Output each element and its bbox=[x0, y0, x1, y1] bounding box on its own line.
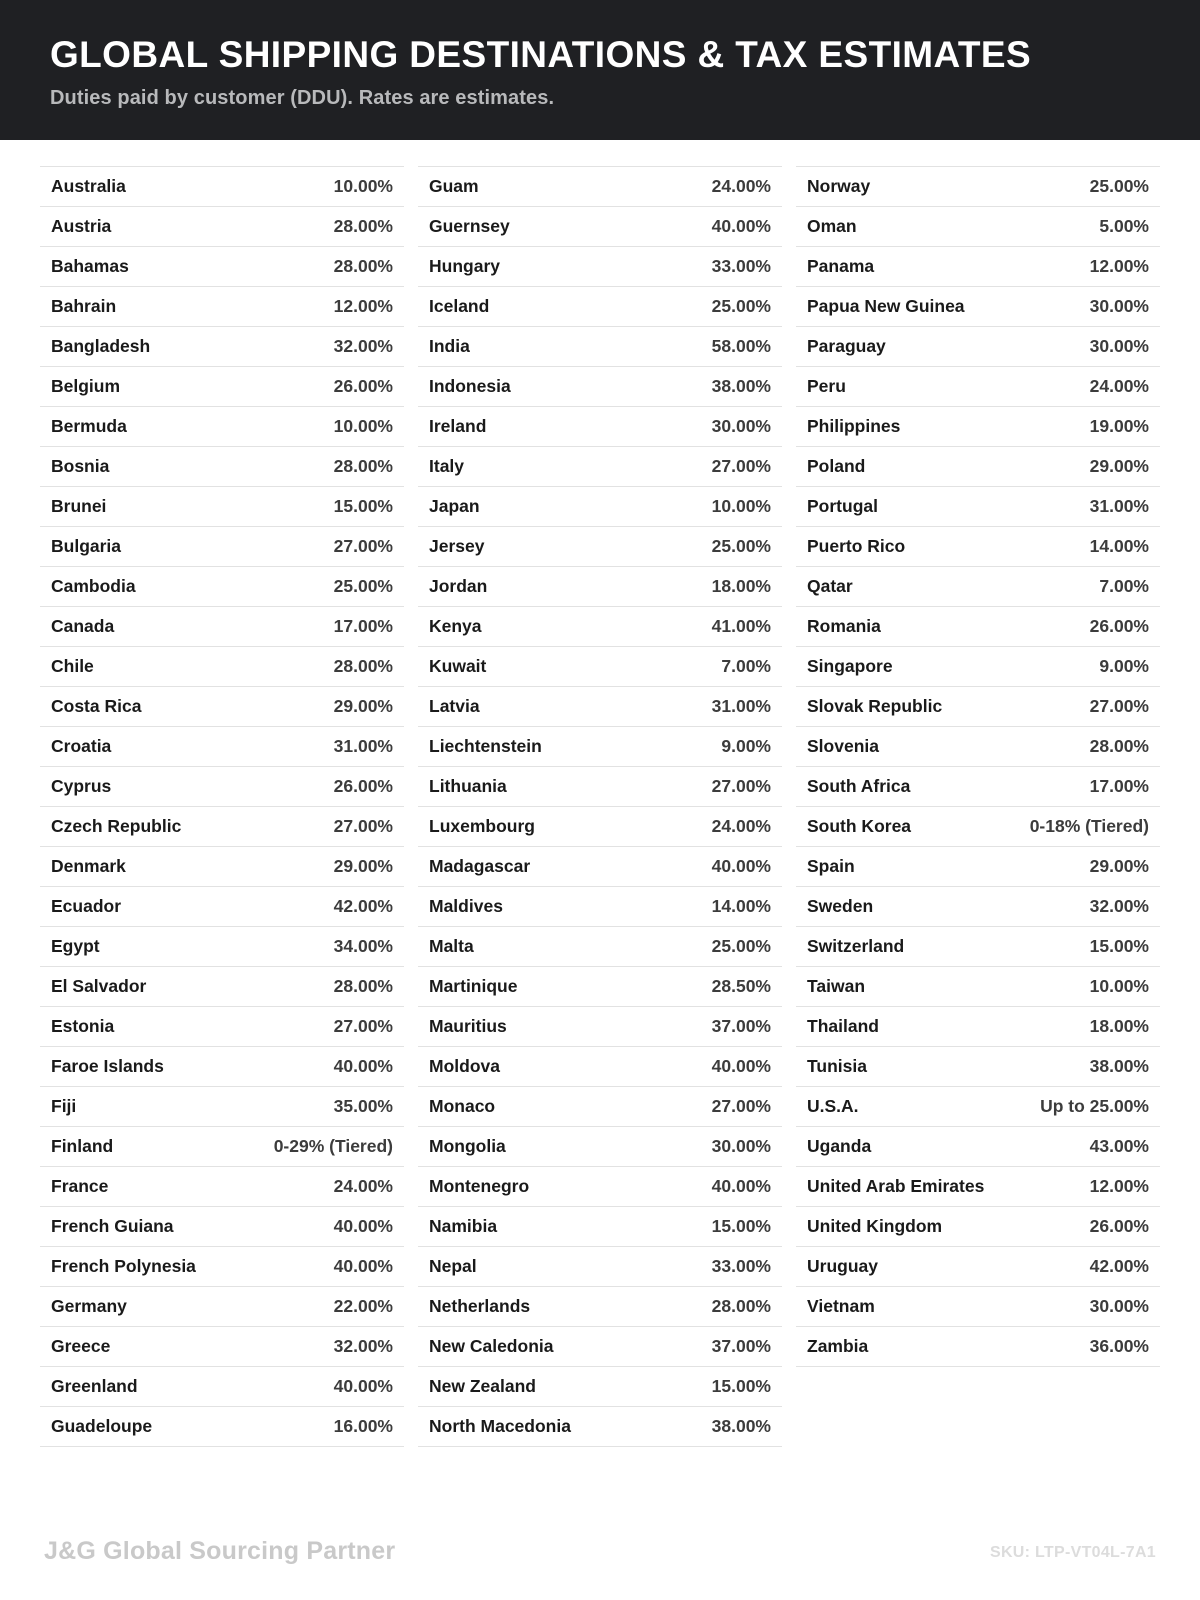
tax-rate-value: 26.00% bbox=[333, 776, 393, 797]
table-row bbox=[418, 1167, 782, 1207]
table-row bbox=[796, 1127, 1160, 1167]
country-name: Bangladesh bbox=[51, 336, 151, 357]
tax-rate-value: 7.00% bbox=[721, 656, 771, 677]
table-row bbox=[40, 1327, 404, 1367]
country-name: Namibia bbox=[429, 1216, 498, 1237]
tax-rate-value: 40.00% bbox=[711, 856, 771, 877]
table-row bbox=[40, 807, 404, 847]
country-name: Martinique bbox=[429, 976, 518, 997]
tax-rate-value: 58.00% bbox=[711, 336, 771, 357]
tax-rate-value: 31.00% bbox=[1089, 496, 1149, 517]
table-row bbox=[418, 607, 782, 647]
table-row bbox=[40, 207, 404, 247]
country-name: Faroe Islands bbox=[51, 1056, 164, 1077]
table-row bbox=[418, 1047, 782, 1087]
table-row bbox=[796, 407, 1160, 447]
country-name: Zambia bbox=[807, 1336, 869, 1357]
tax-rate-value: 15.00% bbox=[333, 496, 393, 517]
country-name: United Arab Emirates bbox=[807, 1176, 985, 1197]
country-name: Thailand bbox=[807, 1016, 879, 1037]
tax-rate-value: 10.00% bbox=[1089, 976, 1149, 997]
tax-rate-value: 37.00% bbox=[711, 1336, 771, 1357]
country-name: Mongolia bbox=[429, 1136, 506, 1157]
table-row bbox=[418, 647, 782, 687]
tax-rate-value: 16.00% bbox=[333, 1416, 393, 1437]
tax-rate-value: 33.00% bbox=[711, 1256, 771, 1277]
table-row bbox=[796, 1047, 1160, 1087]
tax-rate-value: 40.00% bbox=[711, 1056, 771, 1077]
country-name: Mauritius bbox=[429, 1016, 507, 1037]
tax-rate-value: 29.00% bbox=[1089, 856, 1149, 877]
page-subtitle: Duties paid by customer (DDU). Rates are estimates. bbox=[50, 87, 555, 110]
country-name: Cambodia bbox=[51, 576, 136, 597]
country-name: Jersey bbox=[429, 536, 485, 557]
table-row bbox=[796, 1247, 1160, 1287]
country-name: Fiji bbox=[51, 1096, 77, 1117]
country-name: Cyprus bbox=[51, 776, 112, 797]
tax-rate-value: 27.00% bbox=[711, 776, 771, 797]
table-row bbox=[40, 847, 404, 887]
table-row bbox=[796, 166, 1160, 207]
country-name: Uruguay bbox=[807, 1256, 878, 1277]
tax-rate-value: 38.00% bbox=[711, 376, 771, 397]
tax-rate-value: 28.00% bbox=[333, 256, 393, 277]
table-row bbox=[796, 767, 1160, 807]
table-row bbox=[796, 247, 1160, 287]
table-row bbox=[418, 207, 782, 247]
table-row bbox=[796, 607, 1160, 647]
country-name: Romania bbox=[807, 616, 881, 637]
country-name: Moldova bbox=[429, 1056, 500, 1077]
country-name: Madagascar bbox=[429, 856, 531, 877]
country-name: Australia bbox=[51, 176, 126, 197]
table-row bbox=[418, 887, 782, 927]
country-name: Greece bbox=[51, 1336, 111, 1357]
tax-rate-value: 27.00% bbox=[711, 1096, 771, 1117]
table-row bbox=[796, 327, 1160, 367]
country-name: El Salvador bbox=[51, 976, 147, 997]
tax-rate-value: 36.00% bbox=[1089, 1336, 1149, 1357]
table-row bbox=[796, 447, 1160, 487]
tax-rate-value: 42.00% bbox=[333, 896, 393, 917]
tax-rate-value: 38.00% bbox=[1089, 1056, 1149, 1077]
tax-rate-value: 25.00% bbox=[1089, 176, 1149, 197]
country-name: India bbox=[429, 336, 470, 357]
table-row bbox=[796, 287, 1160, 327]
table-row bbox=[796, 927, 1160, 967]
country-name: Poland bbox=[807, 456, 866, 477]
country-name: Jordan bbox=[429, 576, 488, 597]
country-name: New Zealand bbox=[429, 1376, 536, 1397]
table-row bbox=[418, 1087, 782, 1127]
table-row bbox=[40, 1167, 404, 1207]
country-name: Tunisia bbox=[807, 1056, 867, 1077]
country-name: Bahrain bbox=[51, 296, 117, 317]
tax-rate-value: 25.00% bbox=[333, 576, 393, 597]
rates-column-2 bbox=[418, 166, 782, 1447]
tax-rate-value: 19.00% bbox=[1089, 416, 1149, 437]
table-row bbox=[418, 847, 782, 887]
country-name: Peru bbox=[807, 376, 846, 397]
country-name: Bosnia bbox=[51, 456, 110, 477]
table-row bbox=[418, 1367, 782, 1407]
table-row bbox=[418, 807, 782, 847]
tax-rate-value: 26.00% bbox=[333, 376, 393, 397]
tax-rate-value: 29.00% bbox=[333, 696, 393, 717]
country-name: South Korea bbox=[807, 816, 912, 837]
page-footer bbox=[0, 1511, 1200, 1600]
table-row bbox=[796, 1087, 1160, 1127]
tax-rate-value: 30.00% bbox=[1089, 1296, 1149, 1317]
country-name: New Caledonia bbox=[429, 1336, 554, 1357]
table-row bbox=[418, 767, 782, 807]
country-name: Chile bbox=[51, 656, 94, 677]
country-name: Brunei bbox=[51, 496, 107, 517]
tax-rate-value: 14.00% bbox=[1089, 536, 1149, 557]
table-row bbox=[40, 607, 404, 647]
tax-rate-value: 26.00% bbox=[1089, 1216, 1149, 1237]
tax-rate-value: 28.00% bbox=[1089, 736, 1149, 757]
tax-rate-value: Up to 25.00% bbox=[1040, 1096, 1149, 1117]
tax-rate-value: 15.00% bbox=[711, 1216, 771, 1237]
table-row bbox=[40, 287, 404, 327]
country-name: Iceland bbox=[429, 296, 490, 317]
table-row bbox=[40, 887, 404, 927]
country-name: Papua New Guinea bbox=[807, 296, 965, 317]
country-name: Montenegro bbox=[429, 1176, 530, 1197]
tax-rate-value: 12.00% bbox=[1089, 1176, 1149, 1197]
table-row bbox=[796, 847, 1160, 887]
tax-rate-value: 10.00% bbox=[333, 176, 393, 197]
tax-rate-value: 18.00% bbox=[1089, 1016, 1149, 1037]
tax-rate-value: 30.00% bbox=[1089, 336, 1149, 357]
tax-rate-value: 24.00% bbox=[333, 1176, 393, 1197]
table-row bbox=[418, 687, 782, 727]
table-row bbox=[418, 527, 782, 567]
country-name: Germany bbox=[51, 1296, 127, 1317]
tax-rate-value: 40.00% bbox=[333, 1216, 393, 1237]
table-row bbox=[40, 927, 404, 967]
table-row bbox=[40, 1247, 404, 1287]
country-name: Luxembourg bbox=[429, 816, 535, 837]
rates-column-1 bbox=[40, 166, 404, 1447]
table-row bbox=[796, 807, 1160, 847]
country-name: Finland bbox=[51, 1136, 114, 1157]
tax-rate-value: 40.00% bbox=[711, 1176, 771, 1197]
country-name: Sweden bbox=[807, 896, 874, 917]
page-header bbox=[0, 0, 1200, 140]
table-row bbox=[418, 247, 782, 287]
table-row bbox=[40, 967, 404, 1007]
table-row bbox=[418, 407, 782, 447]
tax-rate-value: 33.00% bbox=[711, 256, 771, 277]
country-name: Kuwait bbox=[429, 656, 487, 677]
country-name: Ecuador bbox=[51, 896, 122, 917]
table-row bbox=[796, 647, 1160, 687]
country-name: Guadeloupe bbox=[51, 1416, 153, 1437]
table-row bbox=[796, 567, 1160, 607]
tax-rate-value: 29.00% bbox=[333, 856, 393, 877]
tax-rate-value: 28.50% bbox=[711, 976, 771, 997]
tax-rate-value: 17.00% bbox=[1089, 776, 1149, 797]
tax-rate-value: 12.00% bbox=[1089, 256, 1149, 277]
country-name: Portugal bbox=[807, 496, 878, 517]
rates-columns bbox=[0, 140, 1200, 1511]
table-row bbox=[40, 1207, 404, 1247]
country-name: Lithuania bbox=[429, 776, 507, 797]
country-name: Egypt bbox=[51, 936, 100, 957]
tax-rate-value: 41.00% bbox=[711, 616, 771, 637]
country-name: Costa Rica bbox=[51, 696, 142, 717]
table-row bbox=[40, 166, 404, 207]
tax-rate-value: 28.00% bbox=[333, 976, 393, 997]
tax-rate-value: 28.00% bbox=[711, 1296, 771, 1317]
tax-rate-value: 26.00% bbox=[1089, 616, 1149, 637]
country-name: Indonesia bbox=[429, 376, 511, 397]
country-name: Kenya bbox=[429, 616, 482, 637]
table-row bbox=[796, 687, 1160, 727]
table-row bbox=[796, 1167, 1160, 1207]
country-name: Greenland bbox=[51, 1376, 138, 1397]
tax-rate-value: 15.00% bbox=[1089, 936, 1149, 957]
table-row bbox=[796, 527, 1160, 567]
table-row bbox=[40, 247, 404, 287]
tax-rate-value: 24.00% bbox=[711, 176, 771, 197]
tax-rate-value: 32.00% bbox=[333, 1336, 393, 1357]
country-name: Switzerland bbox=[807, 936, 905, 957]
country-name: French Polynesia bbox=[51, 1256, 196, 1277]
table-row bbox=[418, 166, 782, 207]
tax-rate-value: 28.00% bbox=[333, 456, 393, 477]
tax-rate-value: 31.00% bbox=[711, 696, 771, 717]
country-name: French Guiana bbox=[51, 1216, 174, 1237]
table-row bbox=[796, 1207, 1160, 1247]
table-row bbox=[796, 207, 1160, 247]
tax-rate-value: 17.00% bbox=[333, 616, 393, 637]
table-row bbox=[40, 687, 404, 727]
tax-rate-value: 30.00% bbox=[711, 1136, 771, 1157]
table-row bbox=[418, 447, 782, 487]
country-name: U.S.A. bbox=[807, 1096, 859, 1117]
tax-rate-value: 25.00% bbox=[711, 536, 771, 557]
country-name: Latvia bbox=[429, 696, 480, 717]
table-row bbox=[418, 367, 782, 407]
table-row bbox=[40, 367, 404, 407]
table-row bbox=[40, 1047, 404, 1087]
country-name: Austria bbox=[51, 216, 112, 237]
country-name: Guernsey bbox=[429, 216, 510, 237]
table-row bbox=[418, 927, 782, 967]
tax-rate-value: 43.00% bbox=[1089, 1136, 1149, 1157]
tax-rate-value: 24.00% bbox=[711, 816, 771, 837]
table-row bbox=[40, 527, 404, 567]
table-row bbox=[40, 1287, 404, 1327]
country-name: Maldives bbox=[429, 896, 503, 917]
country-name: Spain bbox=[807, 856, 855, 877]
country-name: Bermuda bbox=[51, 416, 127, 437]
tax-rate-value: 31.00% bbox=[333, 736, 393, 757]
country-name: Vietnam bbox=[807, 1296, 875, 1317]
country-name: Puerto Rico bbox=[807, 536, 906, 557]
tax-rate-value: 9.00% bbox=[1099, 656, 1149, 677]
country-name: Croatia bbox=[51, 736, 112, 757]
country-name: Paraguay bbox=[807, 336, 886, 357]
table-row bbox=[796, 967, 1160, 1007]
table-row bbox=[418, 567, 782, 607]
tax-rate-value: 15.00% bbox=[711, 1376, 771, 1397]
tax-rate-value: 27.00% bbox=[1089, 696, 1149, 717]
country-name: Denmark bbox=[51, 856, 126, 877]
country-name: Philippines bbox=[807, 416, 901, 437]
country-name: Canada bbox=[51, 616, 115, 637]
table-row bbox=[796, 1287, 1160, 1327]
table-row bbox=[40, 1127, 404, 1167]
tax-rate-value: 38.00% bbox=[711, 1416, 771, 1437]
country-name: South Africa bbox=[807, 776, 911, 797]
table-row bbox=[40, 487, 404, 527]
country-name: Panama bbox=[807, 256, 875, 277]
table-row bbox=[418, 487, 782, 527]
country-name: Liechtenstein bbox=[429, 736, 542, 757]
country-name: Hungary bbox=[429, 256, 500, 277]
tax-rate-value: 18.00% bbox=[711, 576, 771, 597]
country-name: Guam bbox=[429, 176, 479, 197]
tax-rate-value: 0-29% (Tiered) bbox=[273, 1136, 393, 1157]
country-name: Norway bbox=[807, 176, 871, 197]
table-row bbox=[418, 1207, 782, 1247]
table-row bbox=[418, 1247, 782, 1287]
tax-rate-value: 42.00% bbox=[1089, 1256, 1149, 1277]
table-row bbox=[40, 1087, 404, 1127]
tax-rate-value: 27.00% bbox=[333, 1016, 393, 1037]
table-row bbox=[40, 447, 404, 487]
country-name: United Kingdom bbox=[807, 1216, 943, 1237]
tax-rate-value: 28.00% bbox=[333, 216, 393, 237]
tax-rate-value: 30.00% bbox=[1089, 296, 1149, 317]
rates-column-3 bbox=[796, 166, 1160, 1367]
table-row bbox=[418, 1007, 782, 1047]
tax-rate-value: 22.00% bbox=[333, 1296, 393, 1317]
table-row bbox=[40, 647, 404, 687]
country-name: Japan bbox=[429, 496, 480, 517]
table-row bbox=[418, 1287, 782, 1327]
tax-rate-value: 9.00% bbox=[721, 736, 771, 757]
table-row bbox=[418, 727, 782, 767]
tax-rate-value: 28.00% bbox=[333, 656, 393, 677]
country-name: Nepal bbox=[429, 1256, 477, 1277]
table-row bbox=[40, 1367, 404, 1407]
table-row bbox=[796, 1327, 1160, 1367]
country-name: Taiwan bbox=[807, 976, 866, 997]
table-row bbox=[418, 327, 782, 367]
tax-rate-value: 37.00% bbox=[711, 1016, 771, 1037]
country-name: Italy bbox=[429, 456, 465, 477]
country-name: Bahamas bbox=[51, 256, 129, 277]
table-row bbox=[418, 1327, 782, 1367]
table-row bbox=[418, 1407, 782, 1447]
tax-rate-value: 14.00% bbox=[711, 896, 771, 917]
tax-rate-value: 27.00% bbox=[711, 456, 771, 477]
table-row bbox=[796, 487, 1160, 527]
country-name: Singapore bbox=[807, 656, 893, 677]
country-name: Estonia bbox=[51, 1016, 115, 1037]
tax-rate-value: 0-18% (Tiered) bbox=[1029, 816, 1149, 837]
tax-rate-value: 30.00% bbox=[711, 416, 771, 437]
table-row bbox=[40, 1007, 404, 1047]
page-title: GLOBAL SHIPPING DESTINATIONS & TAX ESTIMATES bbox=[50, 34, 1032, 75]
country-name: Monaco bbox=[429, 1096, 496, 1117]
country-name: Czech Republic bbox=[51, 816, 182, 837]
tax-rate-value: 40.00% bbox=[711, 216, 771, 237]
country-name: Qatar bbox=[807, 576, 853, 597]
country-name: Slovak Republic bbox=[807, 696, 943, 717]
table-row bbox=[418, 967, 782, 1007]
tax-rate-value: 5.00% bbox=[1099, 216, 1149, 237]
table-row bbox=[40, 1407, 404, 1447]
table-row bbox=[40, 407, 404, 447]
tax-rate-value: 7.00% bbox=[1099, 576, 1149, 597]
tax-rate-value: 27.00% bbox=[333, 536, 393, 557]
tax-rate-value: 32.00% bbox=[333, 336, 393, 357]
country-name: Netherlands bbox=[429, 1296, 531, 1317]
country-name: Bulgaria bbox=[51, 536, 122, 557]
table-row bbox=[40, 327, 404, 367]
tax-rate-value: 27.00% bbox=[333, 816, 393, 837]
table-row bbox=[418, 287, 782, 327]
country-name: Ireland bbox=[429, 416, 487, 437]
country-name: Uganda bbox=[807, 1136, 872, 1157]
footer-sku: SKU: LTP-VT04L-7A1 bbox=[989, 1544, 1156, 1561]
table-row bbox=[796, 887, 1160, 927]
tax-rate-value: 12.00% bbox=[333, 296, 393, 317]
tax-rate-value: 25.00% bbox=[711, 296, 771, 317]
table-row bbox=[796, 727, 1160, 767]
country-name: Belgium bbox=[51, 376, 121, 397]
tax-rate-value: 40.00% bbox=[333, 1056, 393, 1077]
tax-rate-value: 32.00% bbox=[1089, 896, 1149, 917]
country-name: Oman bbox=[807, 216, 857, 237]
country-name: Slovenia bbox=[807, 736, 879, 757]
country-name: Malta bbox=[429, 936, 474, 957]
tax-rate-value: 40.00% bbox=[333, 1256, 393, 1277]
country-name: France bbox=[51, 1176, 109, 1197]
table-row bbox=[796, 367, 1160, 407]
tax-rate-value: 29.00% bbox=[1089, 456, 1149, 477]
tax-rate-value: 25.00% bbox=[711, 936, 771, 957]
country-name: North Macedonia bbox=[429, 1416, 571, 1437]
table-row bbox=[796, 1007, 1160, 1047]
tax-rate-value: 40.00% bbox=[333, 1376, 393, 1397]
table-row bbox=[418, 1127, 782, 1167]
tax-rate-value: 10.00% bbox=[711, 496, 771, 517]
tax-rate-value: 24.00% bbox=[1089, 376, 1149, 397]
tax-rate-value: 10.00% bbox=[333, 416, 393, 437]
tax-rate-value: 35.00% bbox=[333, 1096, 393, 1117]
table-row bbox=[40, 767, 404, 807]
table-row bbox=[40, 727, 404, 767]
tax-rate-value: 34.00% bbox=[333, 936, 393, 957]
table-row bbox=[40, 567, 404, 607]
footer-brand: J&G Global Sourcing Partner bbox=[44, 1537, 396, 1565]
